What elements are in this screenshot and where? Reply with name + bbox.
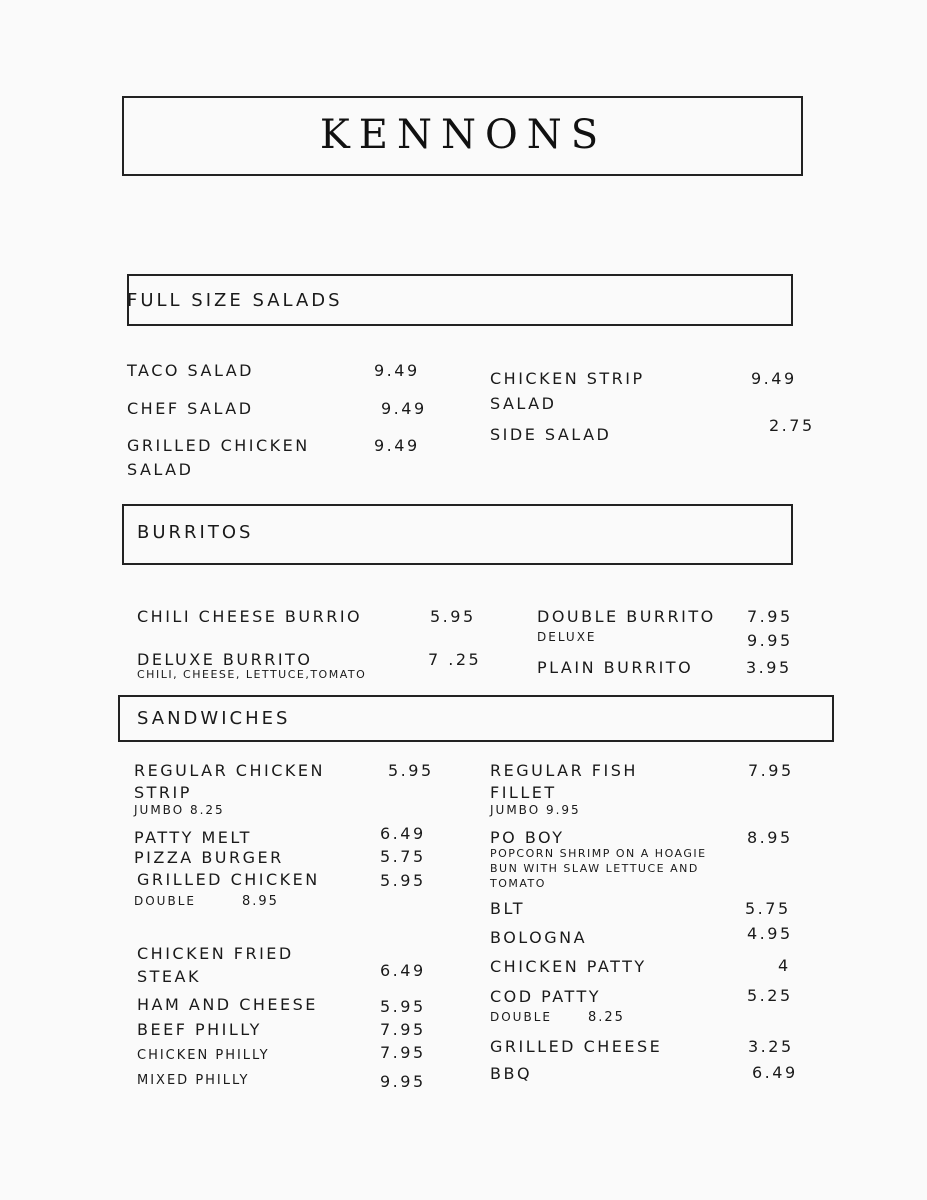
sandwiches-heading: SANDWICHES [137,708,291,729]
grilled-cheese-price: 3.25 [748,1037,794,1056]
regular-fish-fillet-name-line1: REGULAR FISH [490,761,638,780]
chicken-strip-salad-price: 9.49 [751,369,797,388]
patty-melt-price: 6.49 [380,824,426,843]
plain-burrito-price: 3.95 [746,658,792,677]
grilled-chicken-name: GRILLED CHICKEN [137,870,320,889]
blt-name: BLT [490,899,525,918]
regular-fish-fillet-jumbo-note: JUMBO 9.95 [490,803,581,817]
deluxe-burrito-price: 7 .25 [428,650,482,669]
regular-fish-fillet-price: 7.95 [748,761,794,780]
cod-patty-double-price: 8.25 [588,1010,625,1025]
grilled-chicken-price: 5.95 [380,871,426,890]
chef-salad-name: CHEF SALAD [127,399,254,418]
regular-fish-fillet-name-line2: FILLET [490,783,557,802]
bologna-name: BOLOGNA [490,928,588,947]
salads-heading: FULL SIZE SALADS [127,290,343,311]
taco-salad-name: TACO SALAD [127,361,254,380]
regular-chicken-strip-jumbo-note: JUMBO 8.25 [134,803,225,817]
po-boy-desc: POPCORN SHRIMP ON A HOAGIE BUN WITH SLAW LETTUCE AND TOMATO [490,847,707,890]
pizza-burger-name: PIZZA BURGER [134,848,284,867]
ham-and-cheese-price: 5.95 [380,997,426,1016]
beef-philly-price: 7.95 [380,1020,426,1039]
chef-salad-price: 9.49 [381,399,427,418]
side-salad-price: 2.75 [769,416,815,435]
plain-burrito-name: PLAIN BURRITO [537,658,694,677]
cod-patty-price: 5.25 [747,986,793,1005]
patty-melt-name: PATTY MELT [134,828,252,847]
bbq-price: 6.49 [752,1063,798,1082]
chicken-fried-steak-name-line2: STEAK [137,967,201,986]
chicken-strip-salad-name-line1: CHICKEN STRIP [490,369,645,388]
bologna-price: 4.95 [747,924,793,943]
double-burrito-deluxe-label: DELUXE [537,630,597,644]
chili-cheese-burrito-name: CHILI CHEESE BURRIO [137,607,363,626]
blt-price: 5.75 [745,899,791,918]
regular-chicken-strip-name-line1: REGULAR CHICKEN [134,761,325,780]
cod-patty-name: COD PATTY [490,987,602,1006]
chicken-patty-price: 4 [778,956,791,975]
mixed-philly-price: 9.95 [380,1072,426,1091]
chicken-fried-steak-name-line1: CHICKEN FRIED [137,944,294,963]
double-burrito-deluxe-price: 9.95 [747,631,793,650]
grilled-chicken-salad-name-line2: SALAD [127,460,194,479]
grilled-chicken-double-price: 8.95 [242,894,279,909]
po-boy-price: 8.95 [747,828,793,847]
chili-cheese-burrito-price: 5.95 [430,607,476,626]
chicken-philly-price: 7.95 [380,1043,426,1062]
chicken-patty-name: CHICKEN PATTY [490,957,647,976]
double-burrito-price: 7.95 [747,607,793,626]
chicken-strip-salad-name-line2: SALAD [490,394,557,413]
taco-salad-price: 9.49 [374,361,420,380]
burritos-heading: BURRITOS [137,522,254,543]
bbq-name: BBQ [490,1064,533,1083]
regular-chicken-strip-name-line2: STRIP [134,783,192,802]
deluxe-burrito-desc: CHILI, CHEESE, LETTUCE,TOMATO [137,668,367,681]
deluxe-burrito-name: DELUXE BURRITO [137,650,313,669]
chicken-philly-name: CHICKEN PHILLY [137,1048,270,1063]
regular-chicken-strip-price: 5.95 [388,761,434,780]
cod-patty-double-label: DOUBLE [490,1010,552,1024]
grilled-chicken-salad-price: 9.49 [374,436,420,455]
grilled-chicken-double-label: DOUBLE [134,894,196,908]
pizza-burger-price: 5.75 [380,847,426,866]
mixed-philly-name: MIXED PHILLY [137,1073,250,1088]
side-salad-name: SIDE SALAD [490,425,612,444]
chicken-fried-steak-price: 6.49 [380,961,426,980]
page-title: KENNONS [319,112,608,158]
beef-philly-name: BEEF PHILLY [137,1020,262,1039]
ham-and-cheese-name: HAM AND CHEESE [137,995,318,1014]
grilled-cheese-name: GRILLED CHEESE [490,1037,663,1056]
po-boy-name: PO BOY [490,828,565,847]
grilled-chicken-salad-name-line1: GRILLED CHICKEN [127,436,310,455]
double-burrito-name: DOUBLE BURRITO [537,607,716,626]
